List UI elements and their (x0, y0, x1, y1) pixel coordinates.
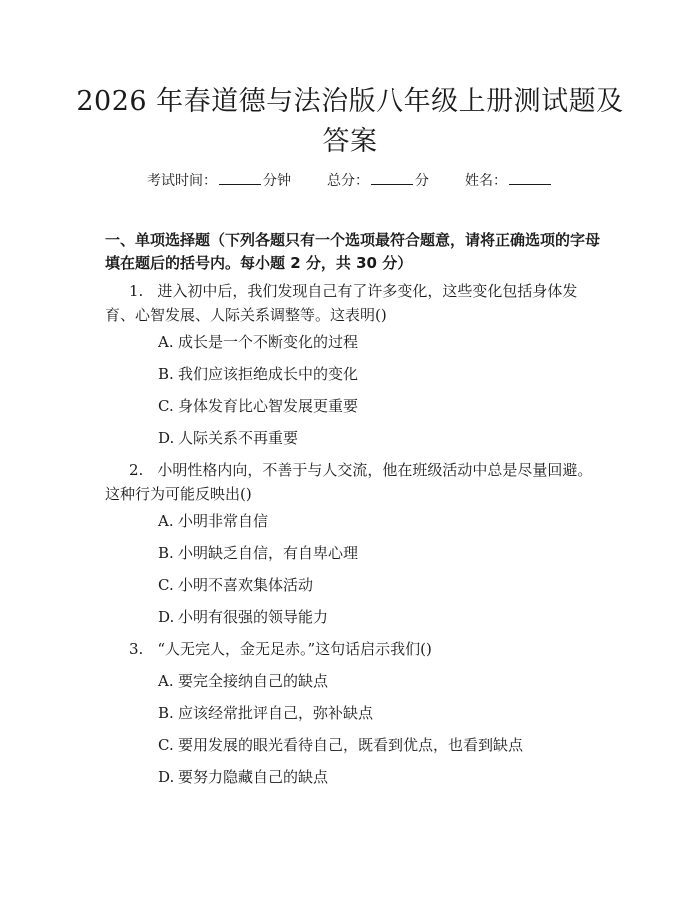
exam-name-blank (509, 170, 551, 185)
option-2b (158, 541, 598, 565)
option-letter: A. (158, 672, 174, 690)
option-letter: B. (158, 365, 174, 383)
exam-score-label: 总分： (327, 173, 369, 189)
question-number: 3. (129, 640, 144, 658)
option-text: 小明不喜欢集体活动 (178, 576, 314, 594)
exam-meta (0, 170, 700, 191)
exam-time-blank (219, 170, 261, 185)
option-1d (158, 426, 598, 450)
question-text: 进入初中后，我们发现自己有了许多变化，这些变化包括身体发育、心智发展、人际关系调整等。这表明() (105, 282, 578, 324)
question-3 (105, 637, 605, 661)
option-1a (158, 330, 598, 354)
option-2c (158, 573, 598, 597)
question-number: 2. (129, 461, 144, 479)
exam-time-unit: 分钟 (263, 173, 291, 189)
question-2 (105, 458, 605, 506)
exam-time-label: 考试时间： (147, 173, 217, 189)
option-text: 小明缺乏自信，有自卑心理 (178, 544, 359, 562)
exam-score-blank (371, 170, 413, 185)
option-text: 小明非常自信 (178, 512, 269, 530)
question-text: “人无完人，金无足赤。”这句话启示我们() (157, 640, 432, 658)
option-3a (158, 669, 598, 693)
option-letter: D. (158, 768, 175, 786)
option-letter: B. (158, 544, 174, 562)
option-3d (158, 765, 598, 789)
option-text: 小明有很强的领导能力 (178, 608, 329, 626)
section-heading: 一、单项选择题（下列各题只有一个选项最符合题意，请将正确选项的字母填在题后的括号内。每小题 2 分，共 30 分） (105, 231, 601, 272)
exam-score-unit: 分 (415, 173, 429, 189)
option-letter: C. (158, 736, 174, 754)
exam-name (465, 170, 553, 191)
option-text: 人际关系不再重要 (178, 429, 299, 447)
option-text: 要用发展的眼光看待自己，既看到优点，也看到缺点 (178, 736, 524, 754)
option-letter: D. (158, 429, 175, 447)
option-1c (158, 394, 598, 418)
question-text: 小明性格内向，不善于与人交流，他在班级活动中总是尽量回避。这种行为可能反映出() (105, 461, 593, 503)
exam-time (147, 170, 291, 191)
option-2a (158, 509, 598, 533)
document-title: 2026 年春道德与法治版八年级上册测试题及答案 (76, 86, 624, 157)
question-number: 1. (129, 282, 144, 300)
option-3b (158, 701, 598, 725)
option-text: 要努力隐藏自己的缺点 (178, 768, 329, 786)
option-letter: B. (158, 704, 174, 722)
option-letter: A. (158, 333, 174, 351)
option-1b (158, 362, 598, 386)
question-1 (105, 279, 605, 327)
option-text: 应该经常批评自己，弥补缺点 (178, 704, 374, 722)
option-text: 身体发育比心智发展更重要 (178, 397, 359, 415)
option-letter: A. (158, 512, 174, 530)
option-letter: C. (158, 397, 174, 415)
option-text: 要完全接纳自己的缺点 (178, 672, 329, 690)
option-text: 成长是一个不断变化的过程 (178, 333, 359, 351)
option-letter: C. (158, 576, 174, 594)
option-text: 我们应该拒绝成长中的变化 (178, 365, 359, 383)
option-letter: D. (158, 608, 175, 626)
exam-name-label: 姓名： (465, 173, 507, 189)
exam-score (327, 170, 429, 191)
option-3c (158, 733, 598, 757)
option-2d (158, 605, 598, 629)
